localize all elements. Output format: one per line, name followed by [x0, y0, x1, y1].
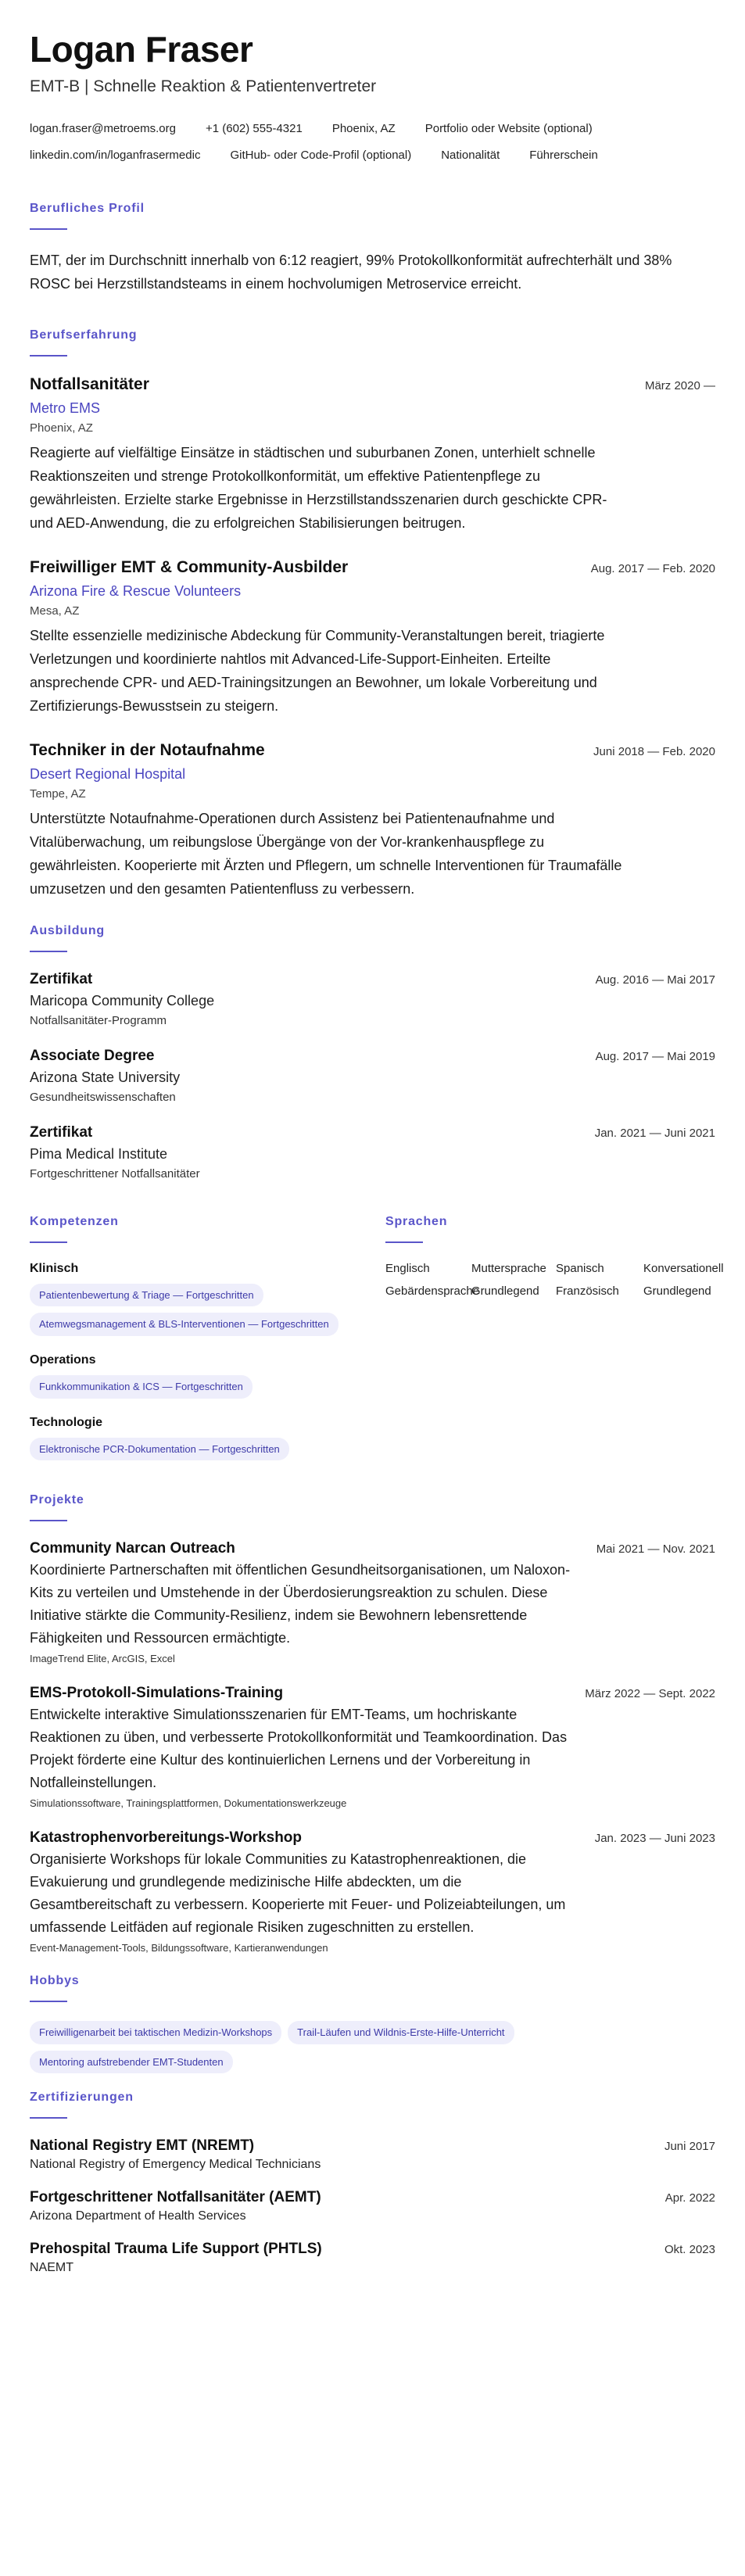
skill-chip: Atemwegsmanagement & BLS-Interventionen — Fortgeschritten [30, 1313, 338, 1336]
project-technologies: ImageTrend Elite, ArcGIS, Excel [30, 1653, 175, 1665]
section-divider [30, 1520, 67, 1521]
project-title: Katastrophenvorbereitungs-Workshop [30, 1829, 303, 1847]
contact-linkedin[interactable]: linkedin.com/in/loganfrasermedic [30, 148, 201, 162]
projects-section [30, 1493, 715, 1954]
project-date: Jan. 2023 — Juni 2023 [594, 1832, 715, 1846]
education-degree: Associate Degree [30, 1047, 155, 1064]
project-date: Mai 2021 — Nov. 2021 [596, 1542, 715, 1557]
education-entry [30, 1124, 715, 1181]
skill-category: Technologie [30, 1415, 103, 1429]
project-technologies: Simulationssoftware, Trainingsplattformen, Dokumentationswerkzeuge [30, 1797, 347, 1810]
education-school: Pima Medical Institute [30, 1145, 168, 1162]
section-divider [30, 2117, 67, 2119]
section-title-experience: Berufserfahrung [30, 328, 138, 342]
contact-email[interactable]: logan.fraser@metroems.org [30, 121, 176, 135]
contact-list-secondary [30, 142, 715, 169]
contact-github[interactable]: GitHub- oder Code-Profil (optional) [230, 148, 412, 162]
project-description: Entwickelte interaktive Simulationsszenarien für EMT-Teams, um hochriskante Reaktionen zu üben, und verbesserte Protokollkonformität und Teamkoordination. Das Projekt förderte eine Kultur des kontinuierlichen Lernens und der Vorbereitung in Notfalleinstellungen. [30, 1707, 568, 1791]
job-entry [30, 558, 715, 718]
section-title-summary: Berufliches Profil [30, 201, 145, 215]
project-technologies: Event-Management-Tools, Bildungssoftware, Kartieranwendungen [30, 1942, 328, 1954]
section-divider [385, 1241, 423, 1243]
section-divider [30, 951, 67, 952]
section-title-skills: Kompetenzen [30, 1214, 119, 1228]
certification-issuer: National Registry of Emergency Medical Technicians [30, 2158, 321, 2172]
language-name: Spanisch [556, 1261, 604, 1275]
hobbies-section [30, 1974, 715, 2073]
summary-text: EMT, der im Durchschnitt innerhalb von 6:12 reagiert, 99% Protokollkonformität aufrechterhält und 38% ROSC bei Herzstillstandsteams in einem hochvolumigen Metroservice erreicht. [30, 252, 672, 292]
job-organization: Metro EMS [30, 399, 101, 416]
resume-header [30, 30, 715, 169]
experience-section [30, 328, 715, 901]
skill-category: Klinisch [30, 1261, 79, 1275]
certification-entry [30, 2241, 715, 2275]
section-divider [30, 1241, 67, 1243]
skills-languages-row [30, 1201, 724, 1478]
education-date: Jan. 2021 — Juni 2021 [594, 1126, 715, 1140]
education-degree: Zertifikat [30, 1123, 93, 1141]
section-title-education: Ausbildung [30, 923, 105, 937]
certification-issuer: NAEMT [30, 2261, 73, 2275]
language-level: Grundlegend [471, 1284, 539, 1298]
job-entry [30, 375, 715, 535]
education-field: Fortgeschrittener Notfallsanitäter [30, 1166, 200, 1181]
contact-license: Führerschein [529, 148, 598, 162]
language-level: Konversationell [643, 1261, 724, 1275]
certification-entry [30, 2189, 715, 2223]
certification-date: Okt. 2023 [664, 2243, 715, 2257]
job-location: Phoenix, AZ [30, 421, 93, 435]
language-name: Französisch [556, 1284, 619, 1298]
job-description: Stellte essenzielle medizinische Abdeckung für Community-Veranstaltungen bereit, triagierte Verletzungen und koordinierte nahtlos mit Advanced-Life-Support-Einheiten. Erteilte ansprechende CPR- und AED-Trainingsitzungen an Bewohner, um lokale Vorbereitung und Zertifizierungs-Bewusstsein zu steigern. [30, 627, 605, 714]
job-description: Reagierte auf vielfältige Einsätze in städtischen und suburbanen Zonen, unterhielt schnelle Reaktionszeiten und strenge Protokollkonformität, um effektive Patientenpflege zu gewährleisten. Erzielte starke Ergebnisse in Herzstillstandsszenarien durch geschickte CPR- und AED-Anwendung, die zu erfolgreichen Stabilisierungen beitrugen. [30, 444, 607, 531]
section-title-projects: Projekte [30, 1493, 84, 1507]
education-date: Aug. 2016 — Mai 2017 [595, 973, 715, 987]
skills-section [30, 1201, 354, 1478]
language-name: Gebärdensprache [385, 1284, 480, 1298]
job-location: Tempe, AZ [30, 786, 86, 801]
job-date: März 2020 — [644, 378, 715, 392]
job-location: Mesa, AZ [30, 604, 80, 618]
education-field: Notfallsanitäter-Programm [30, 1013, 167, 1027]
hobby-chip-list [30, 2021, 671, 2073]
skill-chip: Funkkommunikation & ICS — Fortgeschritten [30, 1375, 253, 1399]
project-description: Organisierte Workshops für lokale Communities zu Katastrophenreaktionen, die Evakuierung und grundlegende medizinische Hilfe abdeckten, um die Gesamtbereitschaft zu verbessern. Kooperierte mit Feuer- und Polizeiabteilungen, um umfassende Leitfäden auf regionale Risiken zugeschnitten zu erstellen. [30, 1851, 566, 1936]
certification-name: Prehospital Trauma Life Support (PHTLS) [30, 2241, 322, 2258]
project-entry [30, 1685, 715, 1809]
job-description: Unterstützte Notaufnahme-Operationen durch Assistenz bei Patientenaufnahme und Vitalüberwachung, um reibungslose Übergänge von der Vor-krankenhauspflege zu gewährleisten. Kooperierte mit Ärzten und Pflegern, um schnelle Interventionen für Traumafälle umzusetzen und den gesamten Patientenfluss zu verbessern. [30, 810, 622, 897]
section-title-hobbies: Hobbys [30, 1974, 80, 1988]
job-organization: Desert Regional Hospital [30, 765, 186, 782]
contact-list [30, 116, 715, 142]
contact-portfolio[interactable]: Portfolio oder Website (optional) [424, 121, 593, 135]
section-divider [30, 228, 67, 230]
job-date: Aug. 2017 — Feb. 2020 [590, 561, 715, 575]
language-list [385, 1261, 724, 1298]
education-entry [30, 971, 715, 1027]
section-divider [30, 355, 67, 356]
education-section [30, 924, 715, 1181]
education-school: Maricopa Community College [30, 992, 215, 1009]
contact-location: Phoenix, AZ [331, 121, 396, 135]
hobby-chip: Mentoring aufstrebender EMT-Studenten [30, 2051, 233, 2074]
languages-section [385, 1201, 724, 1478]
language-name: Englisch [385, 1261, 430, 1275]
education-field: Gesundheitswissenschaften [30, 1090, 176, 1104]
education-school: Arizona State University [30, 1069, 181, 1085]
job-title: Techniker in der Notaufnahme [30, 740, 265, 759]
skill-chip-list [30, 1284, 354, 1336]
certification-name: National Registry EMT (NREMT) [30, 2137, 255, 2155]
certification-date: Juni 2017 [664, 2140, 715, 2154]
project-description: Koordinierte Partnerschaften mit öffentlichen Gesundheitsorganisationen, um Naloxon-Kits zu verteilen und Umstehende in der Überdosierungsreaktion zu schulen. Diese Initiative stärkte die Community-Resilienz, indem sie Bewohnern lebensrettende Fähigkeiten und Ressourcen ermächtigte. [30, 1562, 571, 1646]
job-title: Freiwilliger EMT & Community-Ausbilder [30, 557, 349, 576]
certification-entry [30, 2137, 715, 2172]
project-date: März 2022 — Sept. 2022 [585, 1687, 715, 1701]
project-entry [30, 1540, 715, 1664]
skill-category: Operations [30, 1352, 96, 1367]
certification-date: Apr. 2022 [664, 2191, 715, 2205]
contact-phone[interactable]: +1 (602) 555-4321 [205, 121, 303, 135]
summary-section [30, 202, 715, 296]
candidate-name: Logan Fraser [30, 29, 253, 70]
certification-issuer: Arizona Department of Health Services [30, 2209, 246, 2223]
hobby-chip: Trail-Läufen und Wildnis-Erste-Hilfe-Unterricht [288, 2021, 514, 2044]
project-title: EMS-Protokoll-Simulations-Training [30, 1685, 284, 1702]
section-title-certifications: Zertifizierungen [30, 2091, 134, 2105]
contact-nationality: Nationalität [441, 148, 500, 162]
project-entry [30, 1829, 715, 1954]
skill-chip: Elektronische PCR-Dokumentation — Fortgeschritten [30, 1438, 289, 1461]
section-title-languages: Sprachen [385, 1214, 448, 1228]
skill-chip-list [30, 1438, 354, 1461]
skill-chip: Patientenbewertung & Triage — Fortgeschritten [30, 1284, 263, 1307]
section-divider [30, 2001, 67, 2002]
skill-chip-list [30, 1375, 354, 1399]
job-title: Notfallsanitäter [30, 374, 149, 393]
candidate-headline: EMT-B | Schnelle Reaktion & Patientenvertreter [30, 77, 377, 95]
certification-name: Fortgeschrittener Notfallsanitäter (AEMT) [30, 2189, 321, 2206]
job-date: Juni 2018 — Feb. 2020 [593, 744, 715, 758]
job-entry [30, 741, 715, 901]
education-degree: Zertifikat [30, 970, 93, 987]
language-level: Muttersprache [471, 1261, 546, 1275]
language-level: Grundlegend [643, 1284, 711, 1298]
education-entry [30, 1048, 715, 1104]
job-organization: Arizona Fire & Rescue Volunteers [30, 582, 242, 599]
project-title: Community Narcan Outreach [30, 1540, 235, 1557]
education-date: Aug. 2017 — Mai 2019 [595, 1049, 715, 1063]
certifications-section [30, 2091, 715, 2275]
hobby-chip: Freiwilligenarbeit bei taktischen Medizin-Workshops [30, 2021, 281, 2044]
